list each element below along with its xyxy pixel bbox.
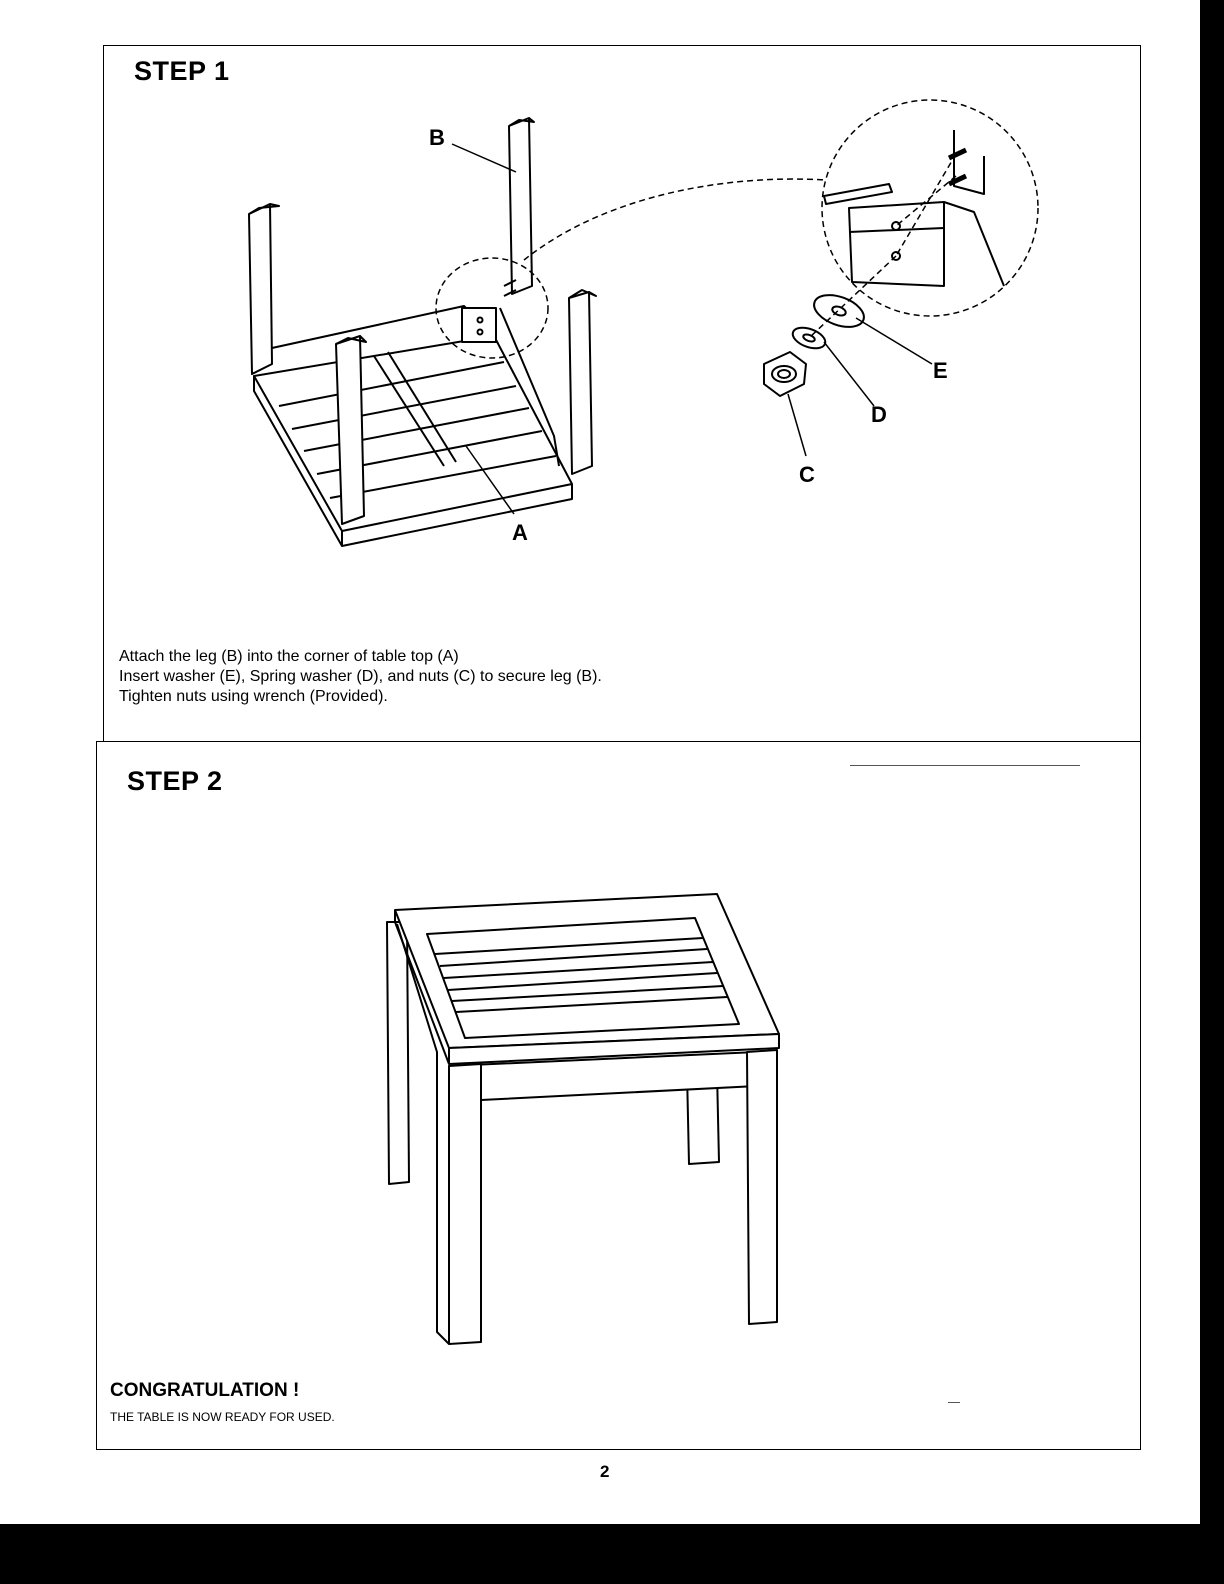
- washer-e: [810, 289, 868, 333]
- step-2-title: STEP 2: [127, 766, 223, 796]
- leg-b: [509, 118, 532, 294]
- congratulation-heading: CONGRATULATION !: [110, 1380, 300, 1401]
- front-right-leg: [747, 1050, 777, 1324]
- step-1-title: STEP 1: [134, 56, 230, 86]
- step-1-instructions: [119, 647, 602, 707]
- spring-washer-d: [790, 324, 828, 353]
- scan-artifact: [850, 765, 1080, 766]
- label-d: D: [871, 402, 887, 427]
- label-c: C: [799, 462, 815, 487]
- page-number: 2: [600, 1462, 610, 1481]
- front-left-leg: [449, 1064, 481, 1344]
- finished-table-illustration: [97, 742, 1142, 1362]
- nut-c: [764, 352, 806, 396]
- scan-edge-bottom: [0, 1524, 1224, 1584]
- step-1-assembly-diagram: [104, 46, 1142, 646]
- scan-artifact-small: [948, 1402, 960, 1403]
- instruction-line-1: Attach the leg (B) into the corner of table top (A): [119, 648, 459, 665]
- label-b: B: [429, 125, 445, 150]
- step-1-panel: [103, 45, 1141, 742]
- label-e: E: [933, 358, 948, 383]
- instruction-line-3: Tighten nuts using wrench (Provided).: [119, 688, 388, 705]
- congratulation-message: THE TABLE IS NOW READY FOR USED.: [110, 1410, 335, 1424]
- step-2-panel: [96, 741, 1141, 1450]
- instruction-line-2: Insert washer (E), Spring washer (D), and nuts (C) to secure leg (B).: [119, 668, 602, 685]
- scan-edge-right: [1200, 0, 1224, 1584]
- label-a: A: [512, 520, 528, 545]
- magnified-corner-detail: [824, 130, 1004, 286]
- table-top-assembly: [254, 306, 572, 546]
